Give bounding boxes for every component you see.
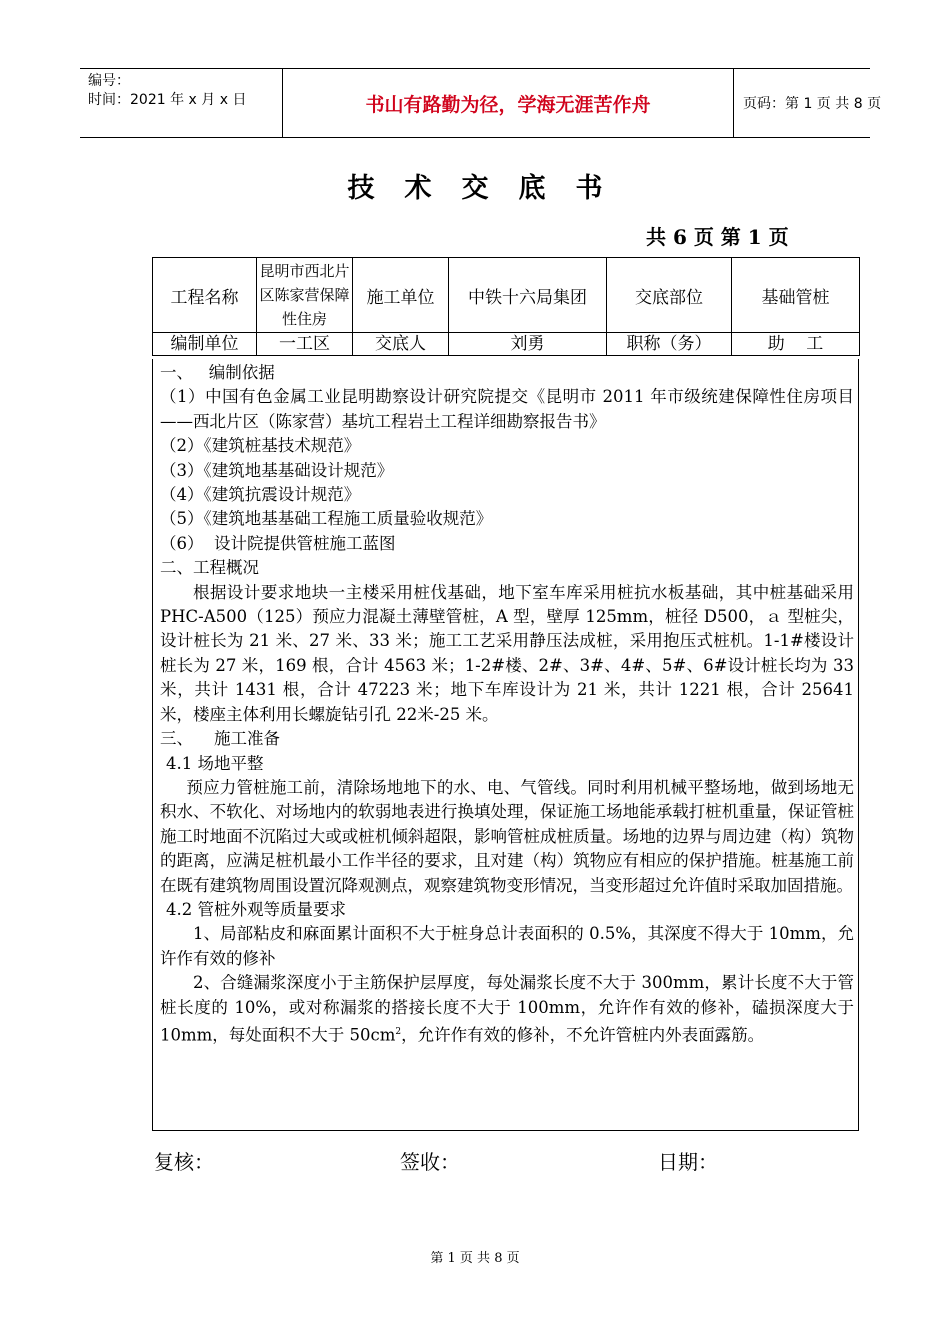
header-motto: 书山有路勤为径，学海无涯苦作舟 — [282, 69, 734, 137]
quality-item-1: 1、局部粘皮和麻面累计面积不大于桩身总计表面积的 0.5%，其深度不得大于 10mm，允许作有效的修补 — [160, 924, 854, 968]
section-4-2-heading: 4.2 管桩外观等质量要求 — [166, 899, 346, 919]
section-3-heading: 三、 施工准备 — [160, 729, 280, 749]
basis-item-6: （6） 设计院提供管桩施工蓝图 — [160, 533, 396, 553]
contractor: 中铁十六局集团 — [449, 258, 607, 333]
basis-item-3: （3）《建筑地基基础设计规范》 — [160, 460, 394, 480]
time-label: 时间：2021 年 x 月 x 日 — [88, 92, 247, 108]
basis-item-2: （2）《建筑桩基技术规范》 — [160, 436, 361, 456]
title-value: 助 工 — [732, 333, 860, 356]
part-label: 交底部位 — [607, 258, 732, 333]
site-leveling-paragraph: 预应力管桩施工前，清除场地地下的水、电、气管线。同时利用机械平整场地，做到场地无积水、不软化、对场地内的软弱地表进行换填处理，保证施工场地能承载打桩机重量，保证管桩施工时地面不沉陷过大或或桩机倾斜超限，影响管桩成桩质量。场地的边界与周边建（构）筑物的距离，应满足桩机最小工作半径的要求，且对建（构）筑物应有相应的保护措施。桩基施工前在既有建筑物周围设置沉降观测点，观察建筑物变形情况，当变形超过允许值时采取加固措施。 — [160, 777, 854, 895]
quality-item-2-tail: ，允许作有效的修补，不允许管桩内外表面露筋。 — [401, 1025, 765, 1045]
page-footer: 第 1 页 共 8 页 — [430, 1251, 520, 1266]
number-label: 编号： — [88, 73, 130, 89]
part: 基础管桩 — [732, 258, 860, 333]
quality-item-2-superscript: 2 — [395, 1026, 402, 1037]
basis-item-5: （5）《建筑地基基础工程施工质量验收规范》 — [160, 509, 493, 529]
title-label: 职称（务） — [607, 333, 732, 356]
date-label: 日期： — [658, 1150, 718, 1174]
page-count: 共 6 页 第 1 页 — [646, 225, 789, 249]
compiler: 一工区 — [257, 333, 353, 356]
project-name-label: 工程名称 — [153, 258, 257, 333]
content-text — [160, 361, 854, 1048]
overview-paragraph: 根据设计要求地块一主楼采用桩伐基础，地下室车库采用桩抗水板基础，其中桩基础采用 PHC-A500（125）预应力混凝土薄壁管桩，A 型，壁厚 125mm，桩径 D500，ａ 型桩尖，设计桩长为 21 米、27 米、33 米；施工工艺采用静压法成桩，采用抱压式桩机。1-1#楼设计桩长为 27 米，169 根，合计 4563 米；1-2#楼、2#、3#、4#、5#、6#设计桩长均为 33 米，共计 1431 根，合计 47223 米；地下车库设计为 21 米，共计 1221 根，合计 25641 米，楼座主体利用长螺旋钻引孔 22米-25 米。 — [160, 582, 854, 724]
document-header — [80, 68, 882, 138]
quality-item-2 — [160, 971, 854, 1048]
compiler-label: 编制单位 — [153, 333, 257, 356]
info-row-1 — [153, 258, 860, 333]
basis-item-4: （4）《建筑抗震设计规范》 — [160, 485, 361, 505]
document-title: 技术交底书 — [347, 173, 633, 204]
header-page-info: 页码：第 1 页 共 8 页 — [743, 96, 882, 112]
section-4-1-heading: 4.1 场地平整 — [166, 753, 264, 773]
project-name: 昆明市西北片区陈家营保障性住房 — [257, 258, 353, 333]
review-label: 复核： — [154, 1150, 214, 1174]
info-table — [152, 257, 860, 356]
contractor-label: 施工单位 — [353, 258, 449, 333]
header-meta — [80, 69, 282, 140]
info-row-2 — [153, 333, 860, 356]
basis-item-1: （1）中国有色金属工业昆明勘察设计研究院提交《昆明市 2011 年市级统建保障性住房项目 ——西北片区（陈家营）基坑工程岩土工程详细勘察报告书》 — [160, 387, 854, 431]
receive-label: 签收： — [400, 1150, 460, 1174]
section-1-heading: 一、 编制依据 — [160, 363, 275, 382]
quality-item-2-text: 2、合缝漏浆深度小于主筋保护层厚度，每处漏浆长度不大于 300mm，累计长度不大于管桩长度的 10%，或对称漏浆的搭接长度不大于 100mm，允许作有效的修补，磕损深度大于 10mm，每处面积不大于 50cm — [160, 973, 854, 1045]
presenter-label: 交底人 — [353, 333, 449, 356]
section-2-heading: 二、工程概况 — [160, 558, 259, 578]
presenter: 刘勇 — [449, 333, 607, 356]
